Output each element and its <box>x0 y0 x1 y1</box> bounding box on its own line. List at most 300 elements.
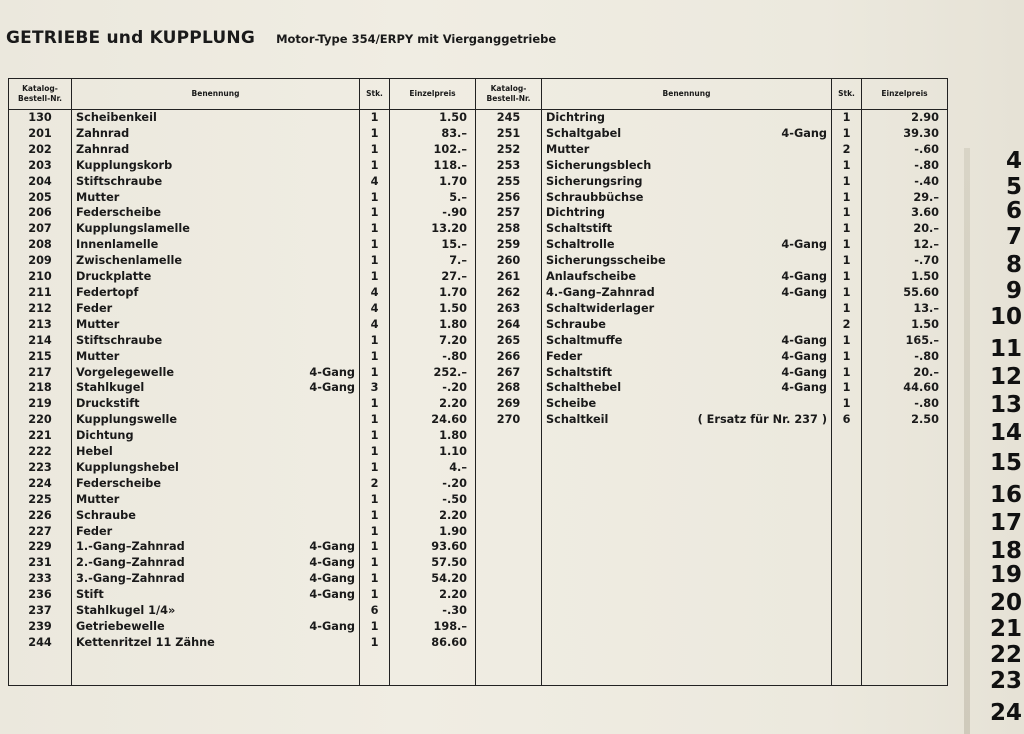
part-price: -.80 <box>914 349 939 363</box>
table-row <box>546 317 827 333</box>
table-header-row <box>9 79 948 110</box>
index-tab-18[interactable]: 18 <box>989 538 1022 564</box>
part-price: 7.20 <box>439 333 467 347</box>
part-price: 1.50 <box>911 270 939 284</box>
part-name: Schaltmuffe <box>546 333 623 347</box>
index-tab-10[interactable]: 10 <box>989 304 1022 330</box>
part-name: Hebel <box>76 445 113 459</box>
part-name: Mutter <box>76 317 120 331</box>
part-price: 44.60 <box>903 381 939 395</box>
left-stk-column <box>360 110 390 686</box>
katalog-number: 221 <box>28 429 52 443</box>
part-name: Stahlkugel 1/4» <box>76 604 176 618</box>
table-row <box>76 349 355 365</box>
part-price: 13.– <box>913 301 939 315</box>
katalog-number: 262 <box>496 285 521 299</box>
part-price: 2.50 <box>911 413 939 427</box>
part-name: Getriebewelle <box>76 620 165 633</box>
katalog-number: 203 <box>28 158 52 172</box>
part-quantity: 1 <box>842 301 851 315</box>
part-quantity: 1 <box>370 222 379 236</box>
table-row <box>76 492 355 508</box>
part-quantity: 1 <box>842 349 851 363</box>
table-row <box>546 333 827 349</box>
part-name: Scheibe <box>546 397 597 411</box>
katalog-number: 206 <box>28 206 52 220</box>
katalog-number: 214 <box>28 333 52 347</box>
part-price: 5.– <box>449 190 467 204</box>
part-price: 2.20 <box>439 508 467 522</box>
right-stk-column <box>832 110 862 686</box>
table-row <box>546 253 827 269</box>
katalog-number: 253 <box>496 158 521 172</box>
index-tab-9[interactable]: 9 <box>1005 278 1022 304</box>
table-row <box>76 237 355 253</box>
table-row <box>76 205 355 221</box>
part-price: 1.50 <box>439 301 467 315</box>
part-name: Kupplungslamelle <box>76 222 190 236</box>
part-quantity: 1 <box>842 238 851 252</box>
part-note: 4-Gang <box>781 270 827 284</box>
part-price: 20.– <box>913 222 939 236</box>
tab-edge <box>964 148 970 734</box>
katalog-number: 256 <box>496 190 521 204</box>
table-row <box>76 174 355 190</box>
table-row <box>546 269 827 285</box>
table-row <box>76 158 355 174</box>
part-name: Schaltstift <box>546 365 613 379</box>
part-price: 12.– <box>913 238 939 252</box>
part-name: Schaltrolle <box>546 238 615 252</box>
table-row <box>76 412 355 428</box>
part-quantity: 1 <box>842 174 851 188</box>
katalog-number: 202 <box>28 142 52 156</box>
part-quantity: 1 <box>370 333 379 347</box>
part-quantity: 1 <box>842 381 851 395</box>
col-header-einzelpreis-right: Einzelpreis <box>862 79 948 110</box>
part-note: 4-Gang <box>781 381 827 395</box>
katalog-number: 258 <box>496 222 521 236</box>
index-tab-24[interactable]: 24 <box>989 700 1022 726</box>
part-price: 13.20 <box>431 222 467 236</box>
part-name: Schaltgabel <box>546 126 622 140</box>
katalog-number: 233 <box>28 572 52 586</box>
part-name: Stift <box>76 588 104 602</box>
part-note: 4-Gang <box>309 556 355 570</box>
part-quantity: 2 <box>842 317 851 331</box>
part-quantity: 1 <box>842 126 851 140</box>
part-name: 2.-Gang–Zahnrad <box>76 556 185 570</box>
part-quantity: 1 <box>842 190 851 204</box>
part-name: Anlaufscheibe <box>546 270 636 284</box>
part-note: 4-Gang <box>309 620 355 633</box>
part-name: Sicherungsscheibe <box>546 254 666 268</box>
part-price: 7.– <box>449 254 467 268</box>
part-name: Federscheibe <box>76 476 161 490</box>
katalog-number: 224 <box>28 476 52 490</box>
part-price: -.50 <box>442 492 467 506</box>
part-quantity: 4 <box>370 301 379 315</box>
katalog-number: 215 <box>28 349 52 363</box>
table-row <box>76 301 355 317</box>
table-row <box>76 253 355 269</box>
right-benennung-column <box>542 110 832 686</box>
table-row <box>546 237 827 253</box>
part-quantity: 1 <box>370 365 379 379</box>
katalog-number: 259 <box>496 238 521 252</box>
table-row <box>76 476 355 492</box>
katalog-number: 245 <box>496 111 521 124</box>
part-name: Vorgelegewelle <box>76 365 174 379</box>
part-quantity: 1 <box>370 158 379 172</box>
katalog-number: 244 <box>28 635 52 649</box>
part-quantity: 1 <box>370 508 379 522</box>
part-name: Stiftschraube <box>76 333 163 347</box>
index-tab-4[interactable]: 4 <box>1005 148 1022 174</box>
katalog-number: 218 <box>28 381 52 395</box>
left-preis-column <box>390 110 476 686</box>
index-tab-16[interactable]: 16 <box>989 482 1022 508</box>
part-quantity: 1 <box>842 397 851 411</box>
part-note: 4-Gang <box>781 349 827 363</box>
katalog-number: 209 <box>28 254 52 268</box>
part-name: Schaltstift <box>546 222 613 236</box>
katalog-number: 220 <box>28 413 52 427</box>
part-price: 93.60 <box>431 540 467 554</box>
part-note: 4-Gang <box>781 365 827 379</box>
part-name: Schalthebel <box>546 381 622 395</box>
part-name: Federtopf <box>76 285 139 299</box>
part-quantity: 3 <box>370 381 379 395</box>
col-header-katalog-right: Katalog- Bestell-Nr. <box>476 79 542 110</box>
part-name: Schraube <box>76 508 136 522</box>
left-benennung-column <box>72 110 360 686</box>
katalog-number: 130 <box>28 111 52 124</box>
part-name: Kupplungskorb <box>76 158 173 172</box>
katalog-number: 267 <box>496 365 521 379</box>
part-price: 54.20 <box>431 572 467 586</box>
col-header-einzelpreis: Einzelpreis <box>390 79 476 110</box>
part-name: Zwischenlamelle <box>76 254 183 268</box>
katalog-number: 264 <box>496 317 521 331</box>
part-price: 86.60 <box>431 635 467 649</box>
part-price: -.30 <box>442 604 467 618</box>
part-quantity: 2 <box>370 476 379 490</box>
table-row <box>546 126 827 142</box>
part-name: Dichtung <box>76 429 134 443</box>
index-tab-15[interactable]: 15 <box>989 450 1022 476</box>
part-quantity: 1 <box>370 349 379 363</box>
part-name: Mutter <box>76 349 120 363</box>
part-name: Mutter <box>76 492 120 506</box>
part-quantity: 1 <box>370 126 379 140</box>
katalog-number: 237 <box>28 604 52 618</box>
table-row <box>76 126 355 142</box>
index-tab-7[interactable]: 7 <box>1005 224 1022 250</box>
part-note: 4-Gang <box>309 540 355 554</box>
page-index-tabs <box>958 148 1024 734</box>
part-name: Schaltkeil <box>546 413 609 427</box>
part-quantity: 1 <box>370 556 379 570</box>
katalog-number: 251 <box>496 126 521 140</box>
part-note: ( Ersatz für Nr. 237 ) <box>697 413 827 427</box>
part-price: 118.– <box>433 158 467 172</box>
part-price: 15.– <box>441 238 467 252</box>
part-quantity: 1 <box>370 620 379 633</box>
katalog-number: 226 <box>28 508 52 522</box>
part-quantity: 1 <box>842 254 851 268</box>
page-subtitle: Motor-Type 354/ERPY mit Vierganggetriebe <box>276 32 557 46</box>
part-quantity: 1 <box>370 635 379 649</box>
part-quantity: 1 <box>842 333 851 347</box>
part-quantity: 6 <box>842 413 851 427</box>
part-note: 4-Gang <box>309 588 355 602</box>
part-quantity: 2 <box>842 142 851 156</box>
part-price: 3.60 <box>911 206 939 220</box>
part-price: 83.– <box>441 126 467 140</box>
part-price: 1.70 <box>439 285 467 299</box>
katalog-number: 225 <box>28 492 52 506</box>
part-name: Innenlamelle <box>76 238 159 252</box>
katalog-number: 208 <box>28 238 52 252</box>
part-price: 165.– <box>905 333 939 347</box>
part-price: -.90 <box>442 206 467 220</box>
index-tab-12[interactable]: 12 <box>989 364 1022 390</box>
table-row <box>546 301 827 317</box>
katalog-number: 263 <box>496 301 521 315</box>
part-name: Zahnrad <box>76 126 130 140</box>
part-name: Dichtring <box>546 111 605 124</box>
index-tab-5[interactable]: 5 <box>1005 174 1022 200</box>
part-price: 39.30 <box>903 126 939 140</box>
part-price: -.80 <box>442 349 467 363</box>
katalog-number: 261 <box>496 270 521 284</box>
katalog-number: 222 <box>28 445 52 459</box>
katalog-number: 257 <box>496 206 521 220</box>
table-row <box>546 349 827 365</box>
table-row <box>546 412 827 428</box>
table-row <box>76 221 355 237</box>
part-quantity: 1 <box>370 588 379 602</box>
table-row <box>76 380 355 396</box>
index-tab-17[interactable]: 17 <box>989 510 1022 536</box>
table-row <box>546 158 827 174</box>
index-tab-8[interactable]: 8 <box>1005 252 1022 278</box>
part-name: Sicherungsblech <box>546 158 652 172</box>
katalog-number: 211 <box>28 285 52 299</box>
table-row <box>546 110 827 126</box>
part-price: 1.70 <box>439 174 467 188</box>
table-row <box>76 539 355 555</box>
part-price: 29.– <box>913 190 939 204</box>
part-quantity: 1 <box>370 397 379 411</box>
col-header-stk: Stk. <box>360 79 390 110</box>
part-note: 4-Gang <box>309 572 355 586</box>
table-row <box>76 142 355 158</box>
part-price: -.20 <box>442 476 467 490</box>
part-note: 4-Gang <box>781 285 827 299</box>
part-quantity: 1 <box>842 158 851 172</box>
part-price: 4.– <box>449 460 467 474</box>
index-tab-23[interactable]: 23 <box>989 668 1022 694</box>
table-row <box>76 396 355 412</box>
table-row <box>76 571 355 587</box>
table-body-row <box>9 110 948 686</box>
part-price: 102.– <box>433 142 467 156</box>
part-price: 252.– <box>433 365 467 379</box>
part-quantity: 1 <box>370 413 379 427</box>
table-row <box>76 508 355 524</box>
left-katalog-column <box>9 110 72 686</box>
part-name: Kettenritzel 11 Zähne <box>76 635 215 649</box>
katalog-number: 212 <box>28 301 52 315</box>
part-name: Feder <box>76 301 113 315</box>
part-price: 1.80 <box>439 317 467 331</box>
katalog-number: 260 <box>496 254 521 268</box>
part-quantity: 4 <box>370 174 379 188</box>
part-name: Zahnrad <box>76 142 130 156</box>
part-price: 1.50 <box>911 317 939 331</box>
part-price: 198.– <box>433 620 467 633</box>
part-name: Druckplatte <box>76 270 152 284</box>
part-quantity: 1 <box>842 365 851 379</box>
part-quantity: 6 <box>370 604 379 618</box>
part-name: Feder <box>546 349 583 363</box>
part-name: 4.-Gang–Zahnrad <box>546 285 655 299</box>
part-price: 24.60 <box>431 413 467 427</box>
part-price: 2.20 <box>439 588 467 602</box>
index-tab-14[interactable]: 14 <box>989 420 1022 446</box>
index-tab-11[interactable]: 11 <box>989 336 1022 362</box>
part-quantity: 1 <box>370 254 379 268</box>
part-note: 4-Gang <box>309 365 355 379</box>
table-row <box>76 428 355 444</box>
part-price: 1.10 <box>439 445 467 459</box>
part-quantity: 1 <box>370 429 379 443</box>
col-header-benennung-right: Benennung <box>542 79 832 110</box>
part-name: Sicherungsring <box>546 174 643 188</box>
index-tab-6[interactable]: 6 <box>1005 198 1022 224</box>
table-row <box>76 269 355 285</box>
part-quantity: 4 <box>370 317 379 331</box>
katalog-number: 229 <box>28 540 52 554</box>
part-name: Kupplungswelle <box>76 413 178 427</box>
katalog-number: 204 <box>28 174 52 188</box>
katalog-number: 210 <box>28 270 52 284</box>
part-price: 1.80 <box>439 429 467 443</box>
part-note: 4-Gang <box>309 381 355 395</box>
part-name: 3.-Gang–Zahnrad <box>76 572 185 586</box>
table-row <box>546 221 827 237</box>
table-row <box>76 365 355 381</box>
part-quantity: 1 <box>370 238 379 252</box>
part-price: 2.90 <box>911 111 939 124</box>
part-quantity: 1 <box>370 206 379 220</box>
index-tab-13[interactable]: 13 <box>989 392 1022 418</box>
index-tab-19[interactable]: 19 <box>989 562 1022 588</box>
part-quantity: 1 <box>370 572 379 586</box>
part-name: Stahlkugel <box>76 381 145 395</box>
part-name: Scheibenkeil <box>76 111 157 124</box>
page-title: GETRIEBE und KUPPLUNG <box>6 28 255 48</box>
part-note: 4-Gang <box>781 333 827 347</box>
part-price: -.60 <box>914 142 939 156</box>
part-name: Kupplungshebel <box>76 460 179 474</box>
katalog-number: 219 <box>28 397 52 411</box>
katalog-number: 270 <box>496 413 521 427</box>
part-price: 57.50 <box>431 556 467 570</box>
part-name: Feder <box>76 524 113 538</box>
table-row <box>76 285 355 301</box>
katalog-number: 201 <box>28 126 52 140</box>
parts-table <box>8 78 948 686</box>
table-row <box>76 603 355 619</box>
katalog-number: 266 <box>496 349 521 363</box>
right-preis-column <box>862 110 948 686</box>
part-quantity: 1 <box>842 206 851 220</box>
page-header <box>6 28 556 48</box>
table-row <box>76 635 355 651</box>
part-quantity: 4 <box>370 285 379 299</box>
index-tab-21[interactable]: 21 <box>989 616 1022 642</box>
part-name: Federscheibe <box>76 206 161 220</box>
part-name: Schraubbüchse <box>546 190 644 204</box>
table-row <box>76 524 355 540</box>
katalog-number: 269 <box>496 397 521 411</box>
katalog-number: 255 <box>496 174 521 188</box>
part-quantity: 1 <box>842 270 851 284</box>
katalog-number: 205 <box>28 190 52 204</box>
katalog-number: 239 <box>28 620 52 633</box>
katalog-number: 207 <box>28 222 52 236</box>
part-name: Schraube <box>546 317 606 331</box>
index-tab-22[interactable]: 22 <box>989 642 1022 668</box>
part-price: -.80 <box>914 397 939 411</box>
table-row <box>76 317 355 333</box>
table-row <box>546 380 827 396</box>
col-header-benennung: Benennung <box>72 79 360 110</box>
table-row <box>76 110 355 126</box>
katalog-number: 217 <box>28 365 52 379</box>
table-row <box>546 142 827 158</box>
part-price: -.20 <box>442 381 467 395</box>
part-quantity: 1 <box>370 460 379 474</box>
right-katalog-column <box>476 110 542 686</box>
katalog-number: 231 <box>28 556 52 570</box>
table-row <box>546 205 827 221</box>
part-quantity: 1 <box>370 270 379 284</box>
part-name: Mutter <box>546 142 590 156</box>
table-row <box>546 174 827 190</box>
index-tab-20[interactable]: 20 <box>989 590 1022 616</box>
part-price: 2.20 <box>439 397 467 411</box>
katalog-number: 227 <box>28 524 52 538</box>
table-row <box>76 619 355 635</box>
part-price: -.40 <box>914 174 939 188</box>
part-quantity: 1 <box>370 142 379 156</box>
part-price: 20.– <box>913 365 939 379</box>
katalog-number: 265 <box>496 333 521 347</box>
part-note: 4-Gang <box>781 238 827 252</box>
katalog-number: 252 <box>496 142 521 156</box>
part-price: -.70 <box>914 254 939 268</box>
part-quantity: 1 <box>842 285 851 299</box>
table-row <box>76 444 355 460</box>
part-name: Mutter <box>76 190 120 204</box>
part-quantity: 1 <box>370 492 379 506</box>
table-row <box>546 190 827 206</box>
katalog-number: 213 <box>28 317 52 331</box>
